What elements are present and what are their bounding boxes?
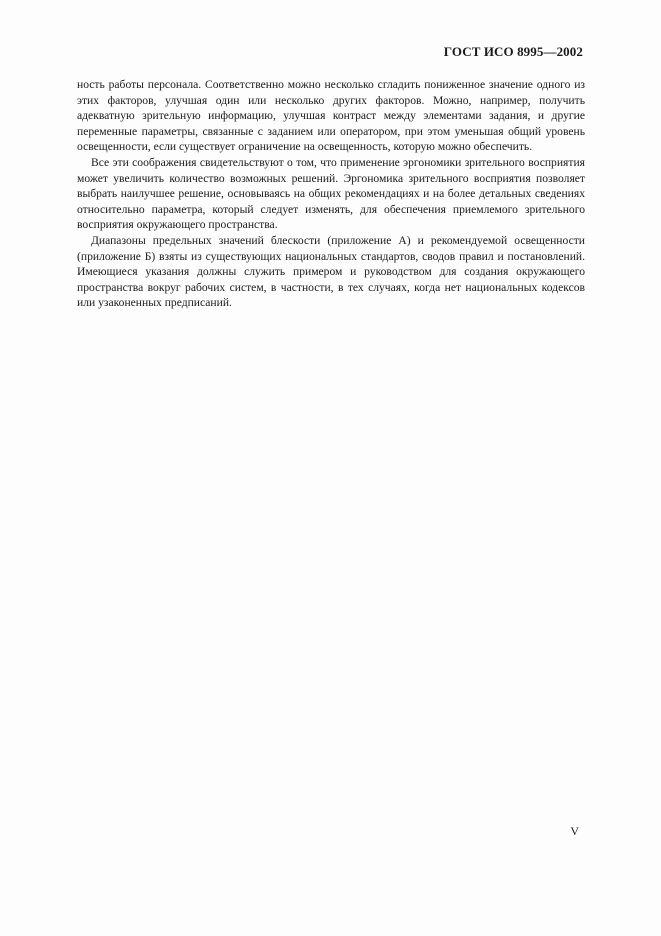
body-text [77, 77, 585, 311]
page-number: V [570, 824, 579, 838]
standard-header: ГОСТ ИСО 8995—2002 [443, 44, 583, 59]
paragraph-continuation: ность работы персонала. Соответственно можно несколько сгладить пониженное значение одного из этих факторов, улучшая один или несколько других факторов. Можно, например, получить адекватную зрительную информацию, улучшая контраст между элементами задания, и другие переменные параметры, связанные с заданием или оператором, при этом уменьшая общий уровень освещенности, если существует ограничение на освещенность, которую можно обеспечить. [77, 78, 585, 154]
paragraph-ranges: Диапазоны предельных значений блескости (приложение А) и рекомендуемой освещенности (приложение Б) взяты из существующих национальных стандартов, сводов правил и постановлений. Имеющиеся указания должны служить примером и руководством для создания окружающего пространства вокруг рабочих систем, в частности, в тех случаях, когда нет национальных кодексов или узаконенных предписаний. [77, 233, 585, 310]
paragraph-ergonomics: Все эти соображения свидетельствуют о том, что применение эргономики зрительного восприятия может увеличить количество возможных решений. Эргономика зрительного восприятия позволяет выбрать наилучшее решение, основываясь на общих рекомендациях и на более детальных сведениях относительно параметра, который следует изменять, для обеспечения приемлемого зрительного восприятия окружающего пространства. [77, 155, 585, 232]
